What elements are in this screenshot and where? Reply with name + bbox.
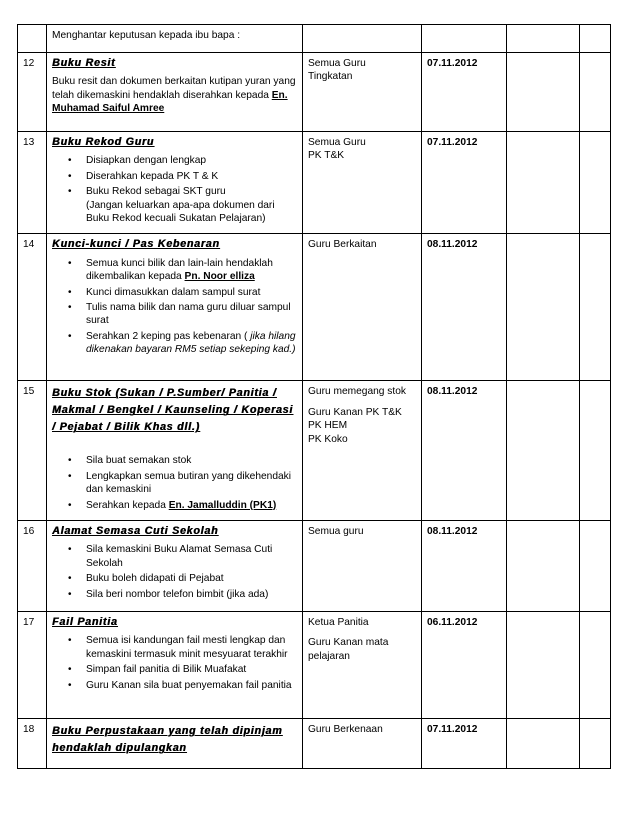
blank-cell [580, 53, 611, 132]
person-text: Semua guru [308, 526, 364, 538]
list-item: • Serahkan kepada En. Jamalluddin (PK1) [86, 499, 297, 512]
blank-cell [507, 53, 580, 132]
task-cell [47, 612, 303, 719]
row-number-cell: 15 [18, 381, 47, 521]
list-item: • Kunci dimasukkan dalam sampul surat [86, 286, 297, 299]
list-item: • Semua isi kandungan fail mesti lengkap dan kemaskini termasuk minit mesyuarat terakhir [86, 634, 297, 661]
blank-cell [507, 234, 580, 381]
task-cell [47, 719, 303, 769]
list-item: • Buku boleh didapati di Pejabat [86, 572, 297, 585]
person-text: PK Koko [308, 433, 348, 445]
responsible-name: En. Jamalluddin (PK1) [168, 499, 277, 511]
date-cell: 07.11.2012 [422, 719, 507, 769]
person-text: Guru memegang stok [308, 386, 406, 398]
table-row [18, 53, 611, 132]
blank-cell [507, 381, 580, 521]
person-cell [303, 719, 422, 769]
person-cell [303, 132, 422, 234]
task-title: Buku Perpustakaan yang telah dipinjam hendaklah dipulangkan [52, 725, 283, 755]
bullet-list [52, 543, 297, 601]
date-cell: 06.11.2012 [422, 612, 507, 719]
list-item: • Simpan fail panitia di Bilik Muafakat [86, 663, 297, 676]
row-number-cell: 14 [18, 234, 47, 381]
task-title: Buku Stok (Sukan / P.Sumber/ Panitia / Makmal / Bengkel / Kaunseling / Koperasi / Pejabat / Bilik Khas dll.) [52, 387, 293, 434]
table-row [18, 234, 611, 381]
row-number-cell: 17 [18, 612, 47, 719]
blank-cell [507, 612, 580, 719]
document-table [17, 24, 611, 769]
task-cell [47, 381, 303, 521]
row-number-cell [18, 25, 47, 53]
date-cell: 07.11.2012 [422, 132, 507, 234]
responsible-name: En. Muhamad Saiful Amree [52, 89, 288, 115]
date-cell: 08.11.2012 [422, 381, 507, 521]
person-text: Guru Kanan mata pelajaran [308, 637, 389, 662]
task-cell [47, 25, 303, 53]
task-title: Buku Rekod Guru [52, 136, 155, 148]
blank-cell [580, 612, 611, 719]
person-text: Ketua Panitia [308, 617, 369, 629]
list-item: • Guru Kanan sila buat penyemakan fail panitia [86, 679, 297, 692]
task-title: Kunci-kunci / Pas Kebenaran [52, 238, 220, 251]
table-row [18, 719, 611, 769]
date-cell: 08.11.2012 [422, 521, 507, 612]
person-cell [303, 53, 422, 132]
blank-cell [507, 521, 580, 612]
task-title: Fail Panitia [52, 616, 118, 629]
person-text: PK HEM [308, 420, 348, 432]
blank-cell [580, 381, 611, 521]
table-row [18, 612, 611, 719]
list-item: • Semua kunci bilik dan lain-lain hendaklah dikembalikan kepada Pn. Noor elliza [86, 257, 297, 284]
task-description: Buku resit dan dokumen berkaitan kutipan yuran yang telah dikemaskini hendaklah diserahkan kepada En. Muhamad Saiful Amree [52, 76, 296, 115]
blank-cell [507, 25, 580, 53]
intro-text: Menghantar keputusan kepada ibu bapa : [52, 30, 241, 41]
blank-cell [580, 719, 611, 769]
blank-cell [580, 25, 611, 53]
person-cell [303, 521, 422, 612]
table-row [18, 132, 611, 234]
row-number-cell: 13 [18, 132, 47, 234]
bullet-list [52, 257, 297, 357]
table-row [18, 381, 611, 521]
person-text: Guru Berkenaan [308, 724, 383, 736]
blank-cell [580, 132, 611, 234]
person-text: Guru Kanan PK T&K [308, 406, 402, 418]
list-item: • Serahkan 2 keping pas kebenaran ( jika hilang dikenakan bayaran RM5 setiap sekeping kad.) [86, 330, 297, 357]
task-title: Alamat Semasa Cuti Sekolah [52, 525, 219, 538]
person-text: Tingkatan [308, 71, 353, 83]
date-cell [422, 25, 507, 53]
person-text: Guru Berkaitan [308, 239, 377, 251]
list-item: • Lengkapkan semua butiran yang dikehendaki dan kemaskini [86, 470, 297, 497]
list-item: • Sila buat semakan stok [86, 454, 297, 467]
bullet-list [52, 154, 297, 225]
task-title: Buku Resit [52, 57, 116, 69]
list-item: • Buku Rekod sebagai SKT guru (Jangan keluarkan apa-apa dokumen dari Buku Rekod kecuali Sukatan Pelajaran) [86, 185, 297, 225]
blank-cell [507, 719, 580, 769]
responsible-name: Pn. Noor elliza [184, 271, 255, 283]
date-cell: 07.11.2012 [422, 53, 507, 132]
blank-cell [580, 521, 611, 612]
bullet-list [52, 634, 297, 692]
bullet-list [52, 454, 297, 512]
list-item: • Diserahkan kepada PK T & K [86, 170, 297, 183]
person-cell [303, 612, 422, 719]
task-cell [47, 521, 303, 612]
person-text: PK T&K [308, 150, 345, 162]
person-text: Semua Guru [308, 137, 366, 148]
person-cell [303, 25, 422, 53]
person-text: Semua Guru [308, 58, 366, 69]
person-cell [303, 381, 422, 521]
date-cell: 08.11.2012 [422, 234, 507, 381]
list-item: • Disiapkan dengan lengkap [86, 154, 297, 167]
row-number-cell: 12 [18, 53, 47, 132]
task-cell [47, 53, 303, 132]
task-cell [47, 132, 303, 234]
person-cell [303, 234, 422, 381]
blank-cell [507, 132, 580, 234]
task-cell [47, 234, 303, 381]
list-item: • Sila kemaskini Buku Alamat Semasa Cuti Sekolah [86, 543, 297, 570]
row-number-cell: 16 [18, 521, 47, 612]
row-number-cell: 18 [18, 719, 47, 769]
list-item: • Tulis nama bilik dan nama guru diluar sampul surat [86, 301, 297, 328]
table-row [18, 25, 611, 53]
table-row [18, 521, 611, 612]
list-item: • Sila beri nombor telefon bimbit (jika ada) [86, 588, 297, 601]
blank-cell [580, 234, 611, 381]
